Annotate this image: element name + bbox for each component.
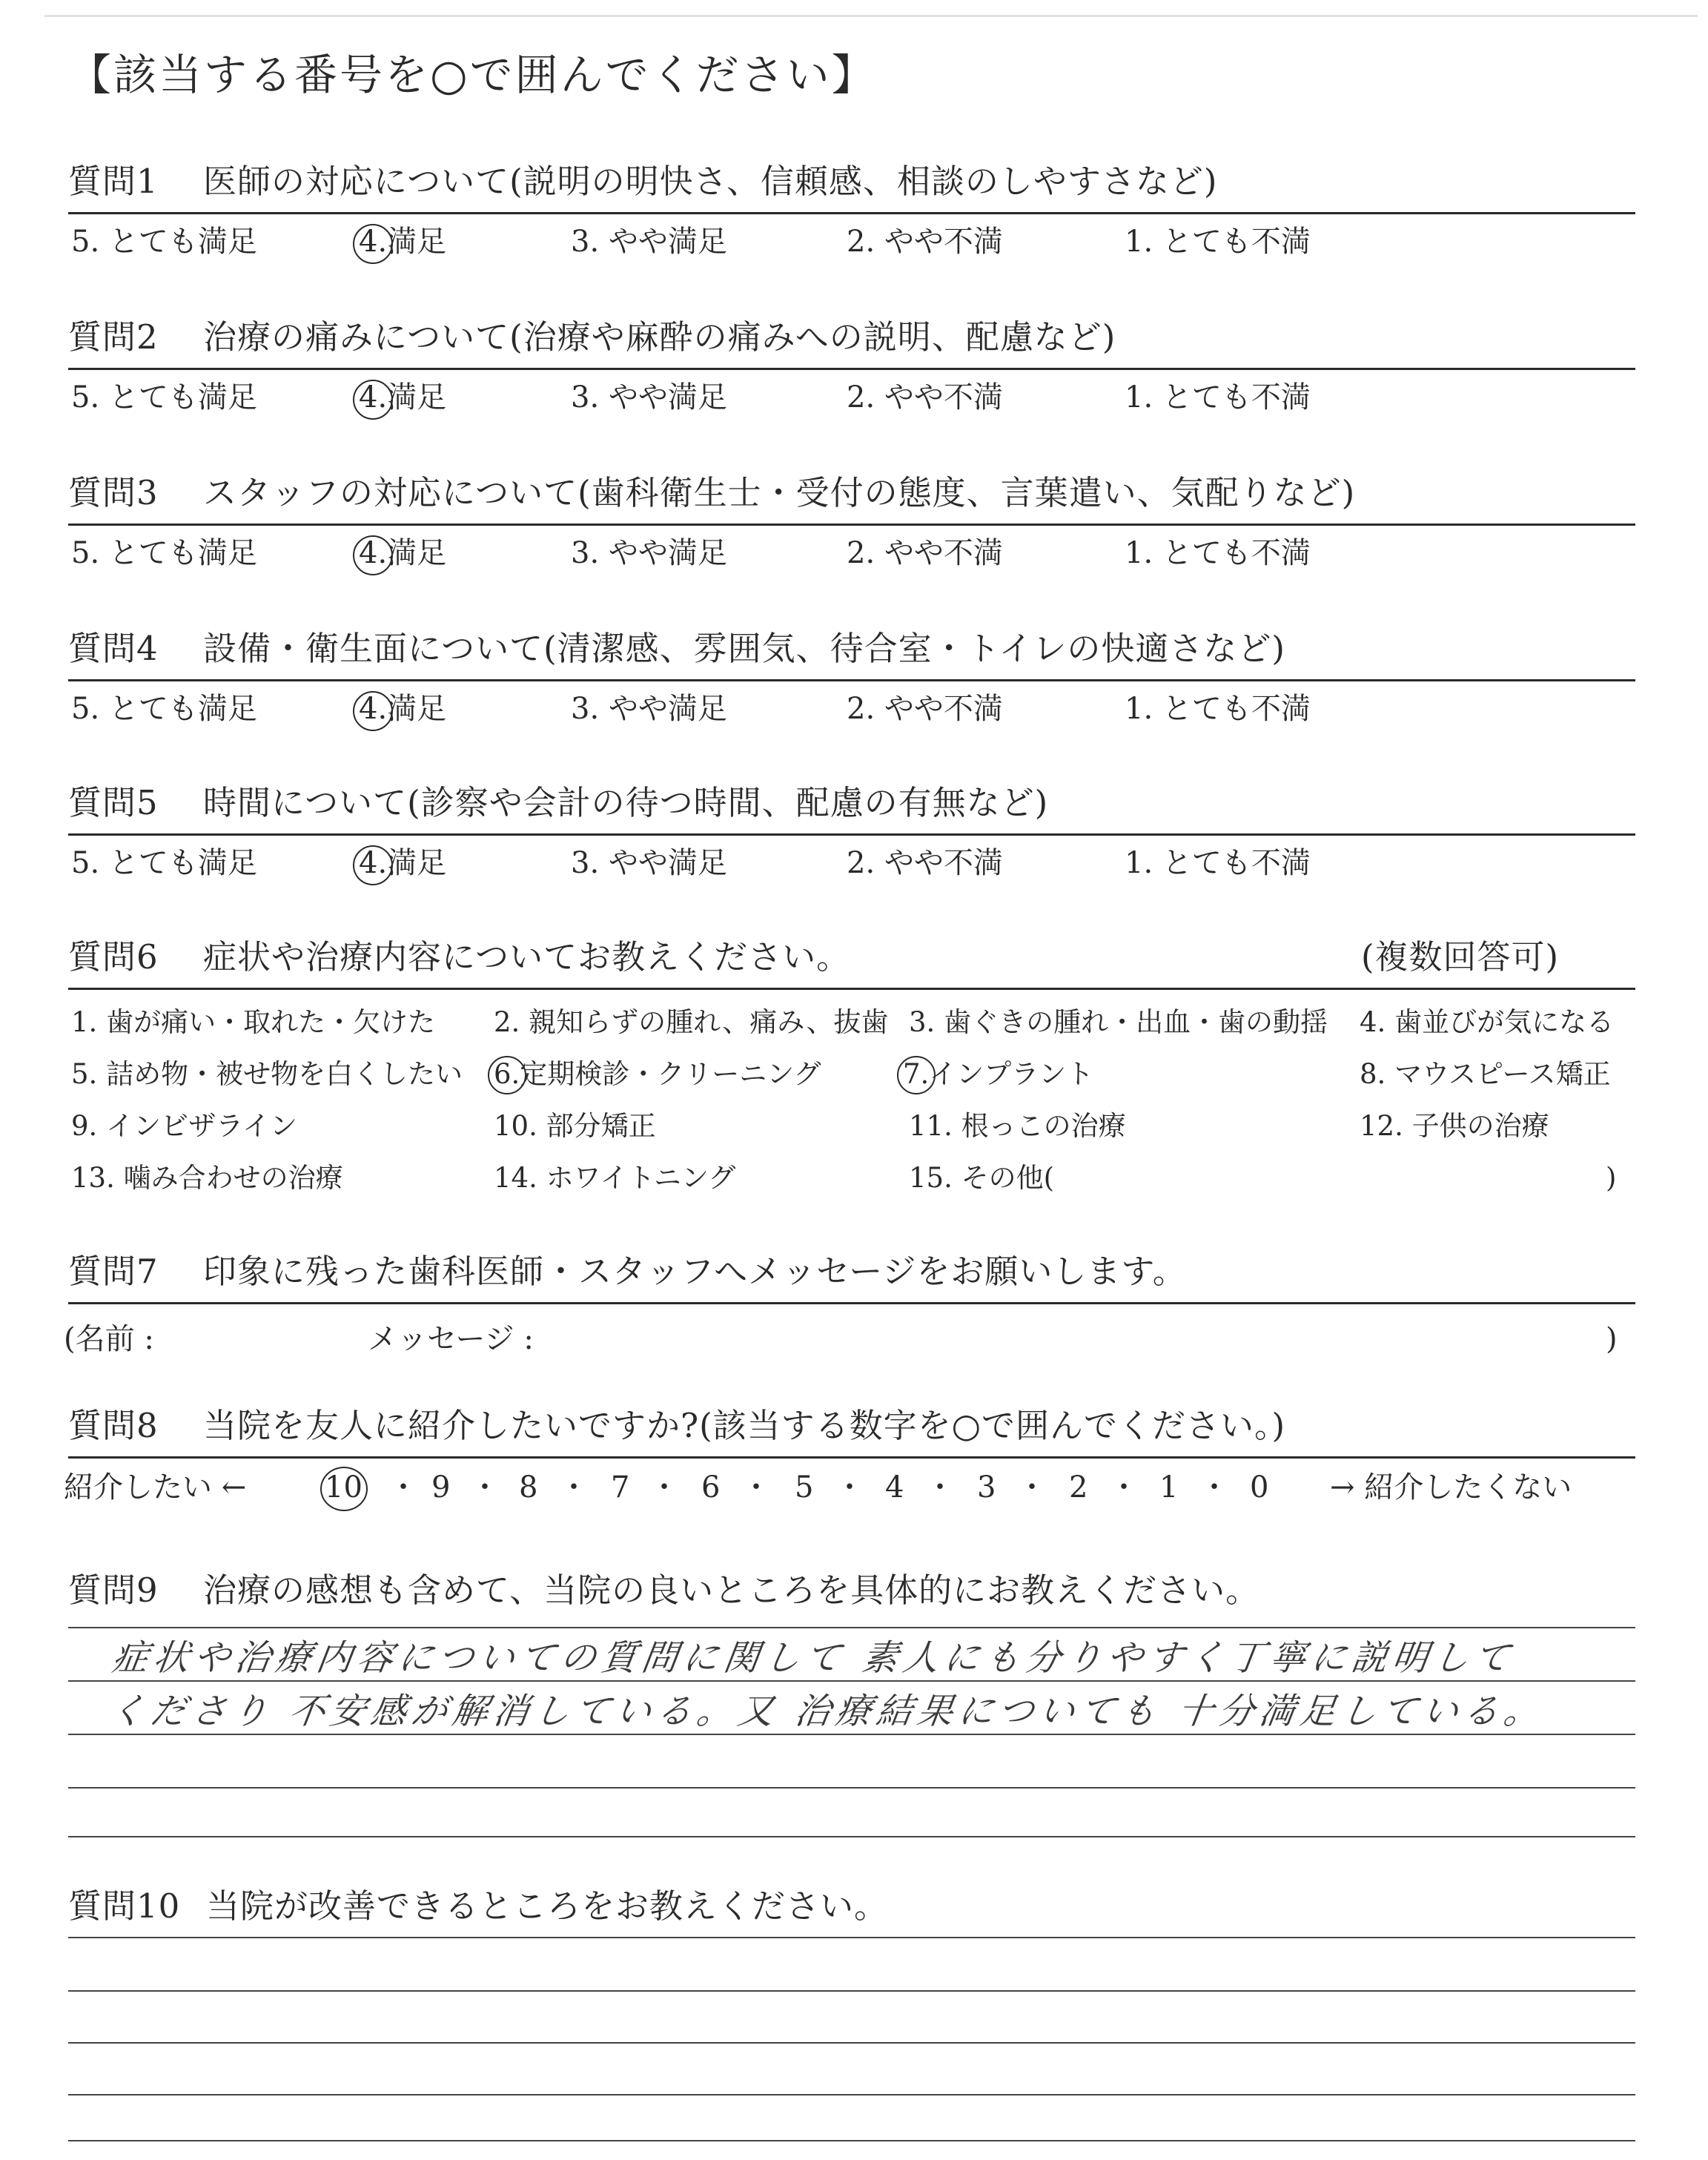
- page-top-edge: [44, 15, 1698, 17]
- symptom-option-7[interactable]: 7.インプラント: [903, 1058, 1094, 1090]
- message-close-paren: ): [1606, 1322, 1618, 1356]
- option-5[interactable]: 5. とても満足: [71, 846, 257, 880]
- handwritten-answer-line-2[interactable]: くださり 不安感が解消している。又 治療結果についても 十分満足している。: [107, 1691, 1548, 1732]
- question-9: [68, 1573, 1635, 1840]
- symptom-option-9[interactable]: 9. インビザライン: [71, 1110, 297, 1142]
- question-text: 設備・衛生面について(清潔感、雰囲気、待合室・トイレの快適さなど): [203, 629, 1285, 668]
- question-number: 質問6: [68, 937, 159, 977]
- option-2[interactable]: 2. やや不満: [847, 536, 1003, 570]
- option-2[interactable]: 2. やや不満: [847, 380, 1003, 415]
- question-4: [68, 629, 1635, 736]
- option-2[interactable]: 2. やや不満: [847, 692, 1003, 726]
- question-text: 治療の感想も含めて、当院の良いところを具体的にお教えください。: [203, 1571, 1260, 1610]
- symptom-option-11[interactable]: 11. 根っこの治療: [909, 1110, 1126, 1142]
- question-rule: [68, 1302, 1635, 1304]
- scale-10[interactable]: 10: [325, 1470, 363, 1505]
- scale-separator: ・: [1017, 1470, 1047, 1505]
- question-text: スタッフの対応について(歯科衛生士・受付の態度、言葉遣い、気配りなど): [203, 473, 1356, 512]
- scale-0[interactable]: 0: [1250, 1470, 1269, 1505]
- question-number: 質問4: [68, 629, 159, 668]
- question-rule: [68, 1456, 1635, 1459]
- scale-5[interactable]: 5: [795, 1470, 814, 1505]
- question-text: 当院を友人に紹介したいですか?(該当する数字を○で囲んでください。): [203, 1406, 1286, 1445]
- scale-2[interactable]: 2: [1069, 1470, 1088, 1505]
- answer-line: [68, 1787, 1635, 1789]
- option-5[interactable]: 5. とても満足: [71, 536, 257, 570]
- option-2[interactable]: 2. やや不満: [847, 846, 1003, 880]
- option-4[interactable]: 4.満足: [359, 380, 447, 415]
- option-1[interactable]: 1. とても不満: [1125, 846, 1311, 880]
- form-instruction-header: 【該当する番号を○で囲んでください】: [68, 50, 877, 100]
- scale-7[interactable]: 7: [611, 1470, 630, 1505]
- scale-6[interactable]: 6: [701, 1470, 721, 1505]
- question-rule: [68, 988, 1635, 990]
- answer-line: [68, 2140, 1635, 2141]
- question-number: 質問10: [68, 1886, 181, 1926]
- scale-separator: ・: [741, 1470, 771, 1505]
- symptom-option-13[interactable]: 13. 噛み合わせの治療: [71, 1162, 343, 1194]
- recommend-left-label: 紹介したい ←: [64, 1470, 247, 1505]
- option-1[interactable]: 1. とても不満: [1125, 380, 1311, 415]
- other-close-paren: ): [1606, 1162, 1617, 1194]
- scale-separator: ・: [1199, 1470, 1229, 1505]
- question-7: [64, 1252, 1635, 1358]
- option-3[interactable]: 3. やや満足: [571, 225, 727, 259]
- option-1[interactable]: 1. とても不満: [1125, 225, 1311, 259]
- symptom-option-6[interactable]: 6.定期検診・クリーニング: [494, 1058, 821, 1090]
- question-rule: [68, 833, 1635, 836]
- option-1[interactable]: 1. とても不満: [1125, 536, 1311, 570]
- symptom-option-10[interactable]: 10. 部分矯正: [494, 1110, 656, 1142]
- question-rule: [68, 524, 1635, 526]
- answer-line: [68, 1680, 1635, 1682]
- question-1: [68, 162, 1635, 268]
- question-text: 症状や治療内容についてお教えください。: [203, 937, 851, 977]
- option-2[interactable]: 2. やや不満: [847, 225, 1003, 259]
- answer-line: [68, 1836, 1635, 1837]
- symptom-option-1[interactable]: 1. 歯が痛い・取れた・欠けた: [71, 1006, 436, 1038]
- option-3[interactable]: 3. やや満足: [571, 692, 727, 726]
- scale-separator: ・: [1109, 1470, 1139, 1505]
- symptom-option-15[interactable]: 15. その他(: [909, 1162, 1055, 1194]
- scale-4[interactable]: 4: [885, 1470, 904, 1505]
- question-text: 治療の痛みについて(治療や麻酔の痛みへの説明、配慮など): [203, 317, 1116, 357]
- question-text: 当院が改善できるところをお教えください。: [206, 1886, 889, 1926]
- symptom-option-2[interactable]: 2. 親知らずの腫れ、痛み、抜歯: [494, 1006, 889, 1038]
- scale-separator: ・: [925, 1470, 955, 1505]
- question-rule: [68, 679, 1635, 681]
- option-4[interactable]: 4.満足: [359, 536, 447, 570]
- question-8: [64, 1406, 1635, 1513]
- question-number: 質問3: [68, 473, 159, 512]
- option-5[interactable]: 5. とても満足: [71, 225, 257, 259]
- question-rule: [68, 212, 1635, 214]
- symptom-option-14[interactable]: 14. ホワイトニング: [494, 1162, 736, 1194]
- option-4[interactable]: 4.満足: [359, 225, 447, 259]
- option-4[interactable]: 4.満足: [359, 846, 447, 880]
- symptom-option-3[interactable]: 3. 歯ぐきの腫れ・出血・歯の動揺: [909, 1006, 1328, 1038]
- option-5[interactable]: 5. とても満足: [71, 380, 257, 415]
- question-2: [68, 317, 1635, 424]
- answer-line: [68, 1937, 1635, 1938]
- answer-line: [68, 1627, 1635, 1628]
- question-number: 質問2: [68, 317, 159, 357]
- question-5: [68, 783, 1635, 890]
- symptom-option-8[interactable]: 8. マウスピース矯正: [1360, 1058, 1611, 1090]
- symptom-option-12[interactable]: 12. 子供の治療: [1360, 1110, 1549, 1142]
- question-number: 質問7: [68, 1252, 159, 1291]
- question-text: 印象に残った歯科医師・スタッフへメッセージをお願いします。: [203, 1252, 1187, 1291]
- scale-separator: ・: [470, 1470, 500, 1505]
- recommend-right-label: → 紹介したくない: [1330, 1470, 1572, 1505]
- option-1[interactable]: 1. とても不満: [1125, 692, 1311, 726]
- question-3: [68, 473, 1635, 580]
- handwritten-answer-line-1[interactable]: 症状や治療内容についての質問に関して 素人にも分りやすく丁寧に説明して: [110, 1637, 1518, 1679]
- symptom-option-5[interactable]: 5. 詰め物・被せ物を白くしたい: [71, 1058, 463, 1090]
- question-10: [68, 1886, 1635, 2141]
- question-rule: [68, 368, 1635, 370]
- question-number: 質問1: [68, 162, 159, 201]
- scale-3[interactable]: 3: [977, 1470, 996, 1505]
- answer-line: [68, 1734, 1635, 1735]
- scale-8[interactable]: 8: [519, 1470, 538, 1505]
- question-6: [68, 937, 1635, 1207]
- question-number: 質問8: [68, 1406, 159, 1445]
- answer-line: [68, 2094, 1635, 2095]
- option-3[interactable]: 3. やや満足: [571, 380, 727, 415]
- scale-separator: ・: [835, 1470, 864, 1505]
- message-field-label[interactable]: メッセージ :: [368, 1322, 534, 1356]
- name-field-label[interactable]: (名前 :: [64, 1322, 154, 1356]
- option-5[interactable]: 5. とても満足: [71, 692, 257, 726]
- question-number: 質問9: [68, 1571, 159, 1610]
- option-4[interactable]: 4.満足: [359, 692, 447, 726]
- symptom-option-4[interactable]: 4. 歯並びが気になる: [1360, 1006, 1615, 1038]
- question-text: 時間について(診察や会計の待つ時間、配慮の有無など): [203, 783, 1049, 822]
- multiple-answer-note: (複数回答可): [1361, 937, 1560, 977]
- scale-separator: ・: [388, 1470, 418, 1505]
- recommend-scale: [64, 1470, 1635, 1517]
- option-3[interactable]: 3. やや満足: [571, 846, 727, 880]
- answer-line: [68, 2042, 1635, 2044]
- scale-separator: ・: [649, 1470, 679, 1505]
- answer-line: [68, 1990, 1635, 1992]
- scale-1[interactable]: 1: [1159, 1470, 1179, 1505]
- question-number: 質問5: [68, 783, 159, 822]
- question-text: 医師の対応について(説明の明快さ、信頼感、相談のしやすさなど): [203, 162, 1218, 201]
- option-3[interactable]: 3. やや満足: [571, 536, 727, 570]
- scale-9[interactable]: 9: [431, 1470, 451, 1505]
- scale-separator: ・: [559, 1470, 589, 1505]
